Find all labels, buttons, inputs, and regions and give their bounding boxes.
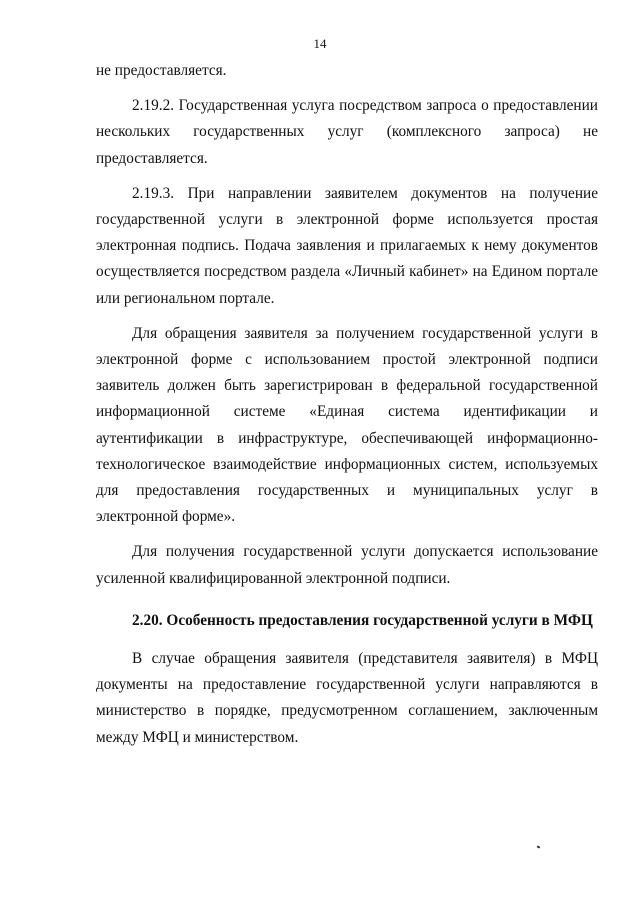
section-heading: 2.20. Особенность предоставления государственной услуги в МФЦ [132, 611, 593, 629]
paragraph-2-19-2: 2.19.2. Государственная услуга посредством запроса о предоставлении нескольких государственных услуг (комплексного запроса) не предоставляется. [96, 97, 598, 167]
scan-speck [537, 845, 541, 848]
page-number: 14 [313, 36, 327, 51]
paragraph-esia-registration: Для обращения заявителя за получением государственной услуги в электронной форме с использованием простой электронной подписи заявитель должен быть зарегистрирован в федеральной государственной информационной системе «Единая система идентификации и аутентификации в инфраструктуре, обеспечивающей информационно-технологическое взаимодействие информационных систем, используемых для предоставления государственных и муниципальных услуг в электронной форме». [96, 324, 598, 526]
paragraph-qualified-signature: Для получения государственной услуги допускается использование усиленной квалифицированной электронной подписи. [96, 543, 598, 587]
paragraph-mfc: В случае обращения заявителя (представителя заявителя) в МФЦ документы на предоставление государственной услуги направляются в министерство в порядке, предусмотренном соглашением, заключенным между МФЦ и министерством. [96, 650, 598, 746]
document-body [96, 58, 598, 751]
paragraph-continuation: не предоставляется. [96, 62, 227, 79]
paragraph-2-19-3: 2.19.3. При направлении заявителем документов на получение государственной услуги в электронной форме используется простая электронная подпись. Подача заявления и прилагаемых к нему документов осуществляется посредством раздела «Личный кабинет» на Едином портале или региональном портале. [96, 184, 598, 307]
